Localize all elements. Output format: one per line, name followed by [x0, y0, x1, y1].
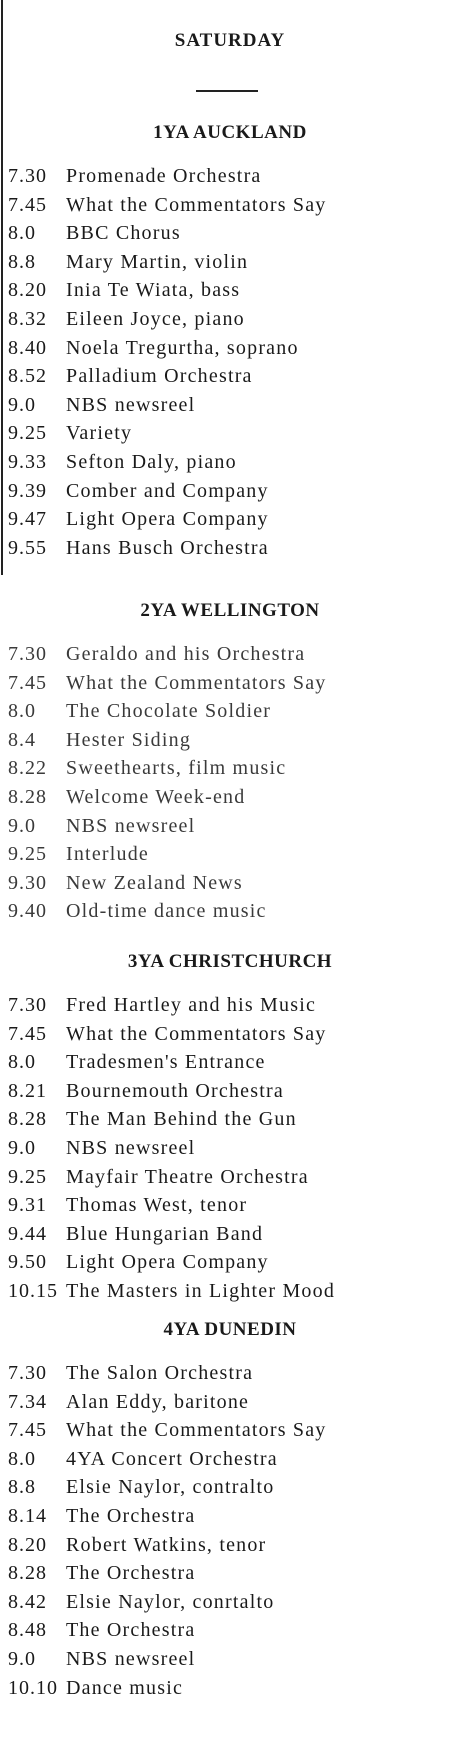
program-row: [0, 1048, 460, 1077]
program-time: 8.22: [8, 757, 47, 780]
program-row: [0, 640, 460, 669]
program-time: 8.20: [8, 279, 47, 302]
program-title: Promenade Orchestra: [66, 165, 262, 187]
program-title: Mayfair Theatre Orchestra: [66, 1165, 309, 1188]
program-row: [0, 391, 460, 420]
program-title: The Salon Orchestra: [66, 1362, 254, 1384]
program-title: Palladium Orchestra: [66, 365, 253, 388]
program-row: [0, 991, 460, 1020]
program-title: Hans Busch Orchestra: [66, 536, 269, 559]
program-time: 9.30: [8, 871, 47, 894]
program-title: Light Opera Company: [66, 508, 269, 531]
program-row: [0, 1588, 460, 1617]
program-row: [0, 783, 460, 812]
program-time: 9.39: [8, 479, 47, 502]
program-title: Light Opera Company: [66, 1251, 269, 1274]
program-row: [0, 1559, 460, 1588]
program-time: 9.25: [8, 422, 47, 445]
program-row: [0, 1105, 460, 1134]
program-time: 8.32: [8, 307, 47, 330]
program-title: Elsie Naylor, contralto: [66, 1476, 275, 1499]
program-row: [0, 1416, 460, 1445]
program-time: 8.52: [8, 365, 47, 388]
program-row: [0, 276, 460, 305]
program-row: [0, 448, 460, 477]
program-time: 7.45: [8, 193, 47, 216]
program-row: [0, 534, 460, 563]
program-time: 8.14: [8, 1504, 47, 1527]
program-time: 8.0: [8, 222, 36, 245]
program-title: NBS newsreel: [66, 814, 196, 837]
program-row: [0, 1359, 460, 1388]
station-heading: 2YA WELLINGTON: [140, 600, 320, 621]
program-row: [0, 1220, 460, 1249]
program-time: 7.45: [8, 1022, 47, 1045]
program-time: 8.0: [8, 700, 36, 723]
program-time: 8.40: [8, 336, 47, 359]
station-section-christchurch: [0, 947, 460, 1306]
program-row: [0, 191, 460, 220]
program-title: Geraldo and his Orchestra: [66, 643, 306, 665]
program-time: 8.0: [8, 1051, 36, 1074]
program-time: 9.47: [8, 508, 47, 531]
program-title: Elsie Naylor, conrtalto: [66, 1590, 275, 1613]
program-row: [0, 362, 460, 391]
program-title: 4YA Concert Orchestra: [66, 1447, 278, 1470]
program-time: 9.50: [8, 1251, 47, 1274]
program-time: 9.55: [8, 536, 47, 559]
program-time: 8.28: [8, 785, 47, 808]
program-time: 7.30: [8, 643, 47, 665]
program-row: [0, 1191, 460, 1220]
program-row: [0, 305, 460, 334]
program-time: 8.21: [8, 1079, 47, 1102]
program-row: [0, 1388, 460, 1417]
program-title: NBS newsreel: [66, 393, 196, 416]
program-row: [0, 1277, 460, 1306]
program-title: The Man Behind the Gun: [66, 1108, 297, 1131]
station-section-dunedin: [0, 1315, 460, 1702]
program-time: 9.0: [8, 393, 36, 416]
program-time: 8.20: [8, 1533, 47, 1556]
program-row: [0, 162, 460, 191]
program-row: [0, 334, 460, 363]
program-time: 9.0: [8, 1136, 36, 1159]
program-row: [0, 1645, 460, 1674]
program-title: Sefton Daly, piano: [66, 450, 237, 473]
program-title: Eileen Joyce, piano: [66, 307, 245, 330]
program-title: What the Commentators Say: [66, 1419, 327, 1442]
program-row: [0, 1077, 460, 1106]
program-title: Thomas West, tenor: [66, 1194, 248, 1217]
program-row: [0, 477, 460, 506]
program-title: What the Commentators Say: [66, 671, 327, 694]
program-row: [0, 754, 460, 783]
program-title: What the Commentators Say: [66, 193, 327, 216]
program-row: [0, 505, 460, 534]
program-title: Mary Martin, violin: [66, 250, 249, 273]
program-row: [0, 219, 460, 248]
heading-divider: [196, 90, 258, 92]
program-time: 7.34: [8, 1390, 47, 1413]
program-row: [0, 1502, 460, 1531]
program-time: 10.10: [8, 1676, 58, 1699]
program-row: [0, 1248, 460, 1277]
program-title: NBS newsreel: [66, 1647, 196, 1670]
program-time: 8.0: [8, 1447, 36, 1470]
program-title: BBC Chorus: [66, 222, 181, 245]
program-title: The Chocolate Soldier: [66, 700, 272, 723]
program-title: Fred Hartley and his Music: [66, 994, 317, 1016]
program-row: [0, 1020, 460, 1049]
program-title: Welcome Week-end: [66, 785, 246, 808]
program-row: [0, 1163, 460, 1192]
program-time: 9.25: [8, 843, 47, 866]
program-title: Tradesmen's Entrance: [66, 1051, 266, 1074]
program-title: Noela Tregurtha, soprano: [66, 336, 299, 359]
program-time: 9.25: [8, 1165, 47, 1188]
program-title: Alan Eddy, baritone: [66, 1390, 250, 1413]
program-row: [0, 1473, 460, 1502]
program-row: [0, 726, 460, 755]
program-row: [0, 840, 460, 869]
program-time: 8.28: [8, 1108, 47, 1131]
program-row: [0, 1445, 460, 1474]
program-time: 7.30: [8, 994, 47, 1016]
station-section-wellington: [0, 596, 460, 926]
program-title: Inia Te Wiata, bass: [66, 279, 241, 302]
program-time: 9.0: [8, 814, 36, 837]
day-heading: SATURDAY: [174, 30, 286, 51]
program-time: 8.8: [8, 1476, 36, 1499]
program-row: [0, 897, 460, 926]
program-row: [0, 248, 460, 277]
program-time: 8.28: [8, 1562, 47, 1585]
program-time: 8.48: [8, 1619, 47, 1642]
program-row: [0, 1616, 460, 1645]
program-title: The Orchestra: [66, 1504, 196, 1527]
program-time: 7.45: [8, 671, 47, 694]
program-row: [0, 1531, 460, 1560]
program-row: [0, 869, 460, 898]
program-title: Dance music: [66, 1676, 184, 1699]
program-title: Interlude: [66, 843, 149, 866]
program-time: 9.44: [8, 1222, 47, 1245]
program-title: The Masters in Lighter Mood: [66, 1279, 336, 1302]
program-time: 7.30: [8, 1362, 47, 1384]
program-time: 7.30: [8, 165, 47, 187]
program-title: What the Commentators Say: [66, 1022, 327, 1045]
station-heading: 1YA AUCKLAND: [153, 122, 307, 143]
program-title: Variety: [66, 422, 133, 445]
program-time: 9.31: [8, 1194, 47, 1217]
program-row: [0, 812, 460, 841]
program-row: [0, 419, 460, 448]
program-time: 8.8: [8, 250, 36, 273]
program-title: Blue Hungarian Band: [66, 1222, 264, 1245]
program-title: Robert Watkins, tenor: [66, 1533, 267, 1556]
station-heading: 4YA DUNEDIN: [163, 1319, 297, 1340]
program-title: Hester Siding: [66, 728, 192, 751]
program-title: Old-time dance music: [66, 900, 267, 923]
station-heading: 3YA CHRISTCHURCH: [127, 951, 333, 972]
program-row: [0, 697, 460, 726]
program-time: 8.4: [8, 728, 36, 751]
program-time: 7.45: [8, 1419, 47, 1442]
program-title: Sweethearts, film music: [66, 757, 287, 780]
program-time: 9.33: [8, 450, 47, 473]
program-title: New Zealand News: [66, 871, 243, 894]
program-time: 10.15: [8, 1279, 58, 1302]
program-time: 8.42: [8, 1590, 47, 1613]
program-row: [0, 1134, 460, 1163]
program-title: The Orchestra: [66, 1619, 196, 1642]
program-title: NBS newsreel: [66, 1136, 196, 1159]
program-title: Bournemouth Orchestra: [66, 1079, 284, 1102]
program-time: 9.0: [8, 1647, 36, 1670]
program-time: 9.40: [8, 900, 47, 923]
program-row: [0, 1674, 460, 1703]
program-row: [0, 669, 460, 698]
station-section-auckland: [0, 118, 460, 562]
program-title: The Orchestra: [66, 1562, 196, 1585]
program-title: Comber and Company: [66, 479, 269, 502]
